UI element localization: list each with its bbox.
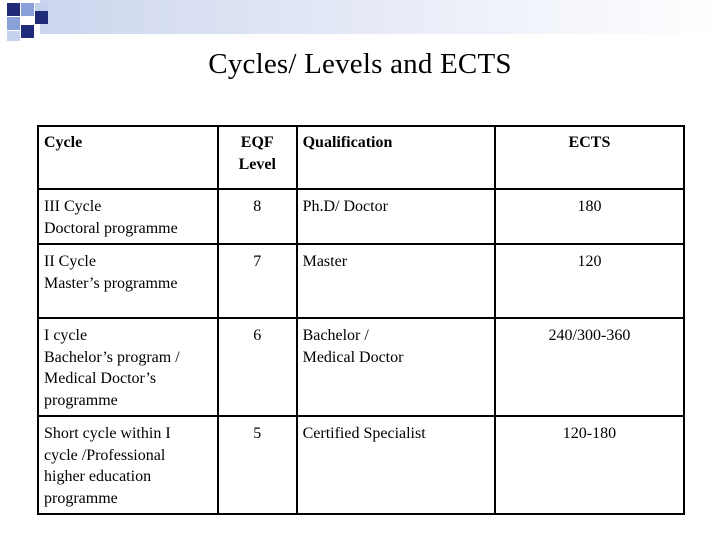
cell-ects: 180: [495, 189, 684, 244]
cell-cycle: Short cycle within I cycle /Professional higher education programme: [38, 416, 218, 514]
cell-cycle: I cycle Bachelor’s program / Medical Doctor’s programme: [38, 318, 218, 416]
table-row: [38, 244, 684, 318]
cell-cycle: III Cycle Doctoral programme: [38, 189, 218, 244]
table-row: [38, 318, 684, 416]
decor-square: [7, 31, 20, 41]
cell-qualification: Master: [297, 244, 495, 318]
cell-eqf-level: 8: [218, 189, 297, 244]
header-eqf-level: EQF Level: [218, 126, 297, 189]
table-row: [38, 189, 684, 244]
decor-square: [7, 17, 20, 30]
cell-ects: 120-180: [495, 416, 684, 514]
table-row: [38, 416, 684, 514]
cell-cycle: II Cycle Master’s programme: [38, 244, 218, 318]
cell-qualification: Bachelor / Medical Doctor: [297, 318, 495, 416]
ects-table: [37, 125, 685, 515]
header-ects: ECTS: [495, 126, 684, 189]
table-header-row: [38, 126, 684, 189]
decor-square: [21, 3, 34, 16]
decor-square: [35, 11, 48, 24]
slide-title: Cycles/ Levels and ECTS: [208, 48, 512, 80]
cell-qualification: Ph.D/ Doctor: [297, 189, 495, 244]
header-band: [40, 0, 720, 34]
cell-eqf-level: 7: [218, 244, 297, 318]
cell-qualification: Certified Specialist: [297, 416, 495, 514]
header-cycle: Cycle: [38, 126, 218, 189]
header-qualification: Qualification: [297, 126, 495, 189]
cell-ects: 120: [495, 244, 684, 318]
decor-square: [7, 3, 20, 16]
decor-square: [21, 25, 34, 38]
cell-ects: 240/300-360: [495, 318, 684, 416]
cell-eqf-level: 5: [218, 416, 297, 514]
cell-eqf-level: 6: [218, 318, 297, 416]
